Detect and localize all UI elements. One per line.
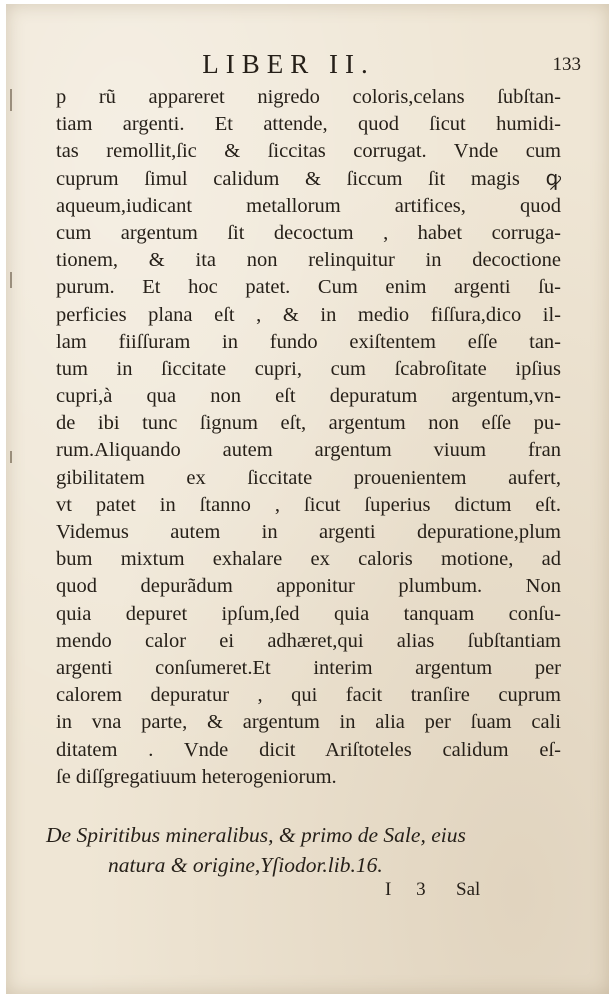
gutter-mark xyxy=(10,89,12,111)
text-line: quod depurãdum apponitur plumbum. Non xyxy=(56,575,561,598)
text-line: lam fiiſſuram in fundo exiſtentem eſſe tan- xyxy=(56,330,561,353)
running-head xyxy=(6,46,609,82)
text-line: ditatem . Vnde dicit Ariſtoteles calidum eſ- xyxy=(56,738,561,761)
body-text xyxy=(56,84,561,791)
text-line: argenti conſumeret.Et interim argentum per xyxy=(56,656,561,679)
text-line: purum. Et hoc patet. Cum enim argenti ſu- xyxy=(56,276,561,299)
text-line: cum argentum ſit decoctum , habet corruga- xyxy=(56,221,561,244)
text-line: calorem depuratur , qui facit tranſire cuprum xyxy=(56,684,561,707)
text-line: in vna parte, & argentum in alia per ſuam cali xyxy=(56,711,561,734)
text-line: quia depuret ipſum,ſed quia tanquam conſu- xyxy=(56,602,561,625)
text-line: mendo calor ei adhæret,qui alias ſubſtantiam xyxy=(56,629,561,652)
catchword: Sal xyxy=(456,879,481,900)
text-line: p rũ appareret nigredo coloris,celans ſubſtan- xyxy=(56,86,561,108)
section-heading-line-1: De Spiritibus mineralibus, & primo de Sale, eius xyxy=(46,823,466,847)
text-line: vt patet in ſtanno , ſicut ſuperius dictum eſt. xyxy=(56,493,561,516)
text-line: de ibi tunc ſignum eſt, argentum non eſſe pu- xyxy=(56,412,561,435)
text-line-last: ſe diſſgregatiuum heterogeniorum. xyxy=(56,765,337,788)
text-line: bum mixtum exhalare ex caloris motione, ad xyxy=(56,548,561,571)
gutter-mark xyxy=(10,272,12,288)
page-footer xyxy=(6,876,609,904)
section-heading xyxy=(46,820,566,880)
book-page xyxy=(6,4,609,994)
section-heading-line-2: natura & origine,Yſiodor.lib.16. xyxy=(108,853,383,877)
text-line: cuprum ſimul calidum & ſiccum ſit magis ꝙ xyxy=(56,167,561,190)
running-title: LIBER II. xyxy=(202,49,375,79)
text-line: aqueum,iudicant metallorum artifices, quod xyxy=(56,194,561,217)
text-line: gibilitatem ex ſiccitate prouenientem aufert, xyxy=(56,466,561,489)
text-line: rum.Aliquando autem argentum viuum fran xyxy=(56,439,561,462)
text-line: tum in ſiccitate cupri, cum ſcabroſitate ipſius xyxy=(56,357,561,380)
page-number: 133 xyxy=(552,54,581,75)
signature-mark: I 3 xyxy=(385,879,436,900)
text-line: tas remollit,ſic & ſiccitas corrugat. Vnde cum xyxy=(56,140,561,163)
text-line: Videmus autem in argenti depuratione,plum xyxy=(56,521,561,543)
gutter-mark xyxy=(10,451,12,463)
text-line: tiam argenti. Et attende, quod ſicut humidi- xyxy=(56,113,561,136)
text-line: perficies plana eſt , & in medio fiſſura,dico il- xyxy=(56,303,561,326)
text-line: cupri,à qua non eſt depuratum argentum,vn- xyxy=(56,385,561,408)
text-line: tionem, & ita non relinquitur in decoctione xyxy=(56,249,561,272)
